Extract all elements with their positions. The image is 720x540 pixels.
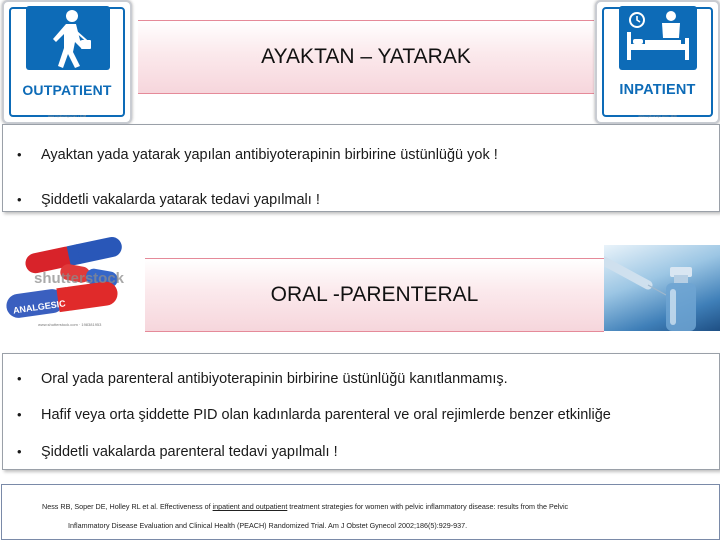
bullet-item: • Ayaktan yada yatarak yapılan antibiyoterapinin birbirine üstünlüğü yok ! [41,147,498,163]
inpatient-sign-credit: www.mydoorsign.com • 1109 [638,114,677,118]
bullet-item: • Oral yada parenteral antibiyoterapinin birbirine üstünlüğü kanıtlanmamış. [41,371,508,387]
outpatient-sign-credit: www.mydoorsign.com • 1108 [47,114,87,118]
walking-person-icon [26,6,110,70]
inpatient-label: INPATIENT [619,82,696,98]
citation-text: Ness RB, Soper DE, Holley RL et al. Effectiveness of [42,502,213,511]
bullet-item: • Şiddetli vakalarda yatarak tedavi yapılmalı ! [41,192,320,208]
citation-text: treatment strategies for women with pelvic inflammatory disease: results from the Pelvic [287,502,569,511]
syringe-vial-image [604,245,720,331]
hospital-bed-icon [619,6,697,70]
citation-line-2: Inflammatory Disease Evaluation and Clinical Health (PEACH) Randomized Trial. Am J Obstet Gynecol 2002;186(5):929-937. [68,521,468,530]
bullet-list-oral [2,353,720,470]
bullet-item: • Şiddetli vakalarda parenteral tedavi yapılmalı ! [41,444,338,460]
inpatient-sign [595,0,720,124]
outpatient-sign [2,0,132,124]
syringe-vial-illustration [604,245,720,331]
citation-line-1 [42,503,568,510]
bullet-list-ayaktan [2,124,720,212]
shutterstock-watermark: shutterstock [34,270,125,287]
outpatient-label: OUTPATIENT [22,82,112,98]
pills-image-credit: www.shutterstock.com · 198381953 [38,322,102,327]
section-title-ayaktan-yatarak: AYAKTAN – YATARAK [138,20,594,94]
citation-underlined-text: inpatient and outpatient [212,502,288,511]
analgesic-pills-image [0,232,145,332]
section-title-oral-parenteral: ORAL -PARENTERAL [145,258,604,332]
bullet-item: • Hafif veya orta şiddette PID olan kadınlarda parenteral ve oral rejimlerde benzer etkinliğe [41,407,611,423]
pill-text: ANALGESIC [12,298,67,316]
citation-box [1,484,720,540]
